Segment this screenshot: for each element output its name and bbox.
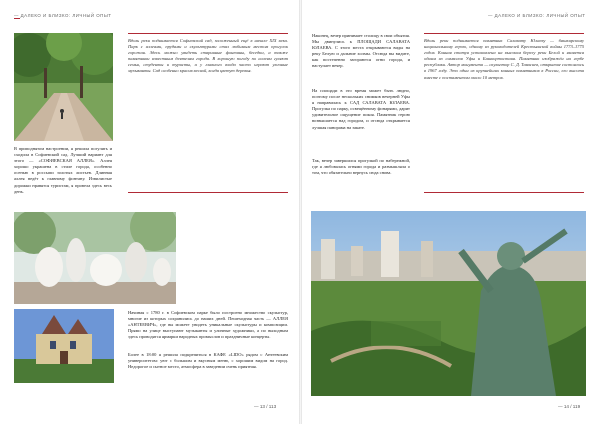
- right-folio: — 14 / 119: [558, 404, 581, 409]
- left-intro-text: В приподнятом настроении, я решила погулять и сходила в Софиевский сад. Лучший вариант для этого — «СОФИЕВСКАЯ АЛЛЕЯ». Аллея хорошо украшена в стиле города, особенно осенью в россыпи золотых листьев. Длинная аллея ведёт к главному фонтану. Извилистые дорожки нравятся туристам, я провела здесь весь день.: [14, 146, 112, 194]
- castle-photo: [14, 309, 114, 383]
- left-folio: — 13 / 113: [254, 404, 277, 409]
- sculptures-photo: [14, 212, 176, 304]
- right-caption-text: Вдоль реки поднимается памятник Салавату Юлаеву — башкирскому национальному герою, одному из руководителей Крестьянской войны 1773–1775 годов. Конная статуя установлена на высоком берегу реки Белой и является одним из символов Уфы и Башкортостана. Памятник изображён на гербе республики. Автор монумента — скульптор С. Д. Тавасиев, открытие состоялось в 1967 году. Это один из крупнейших конных памятников в России, его высота вместе с постаментом около 10 метров.: [424, 38, 584, 80]
- left-bottom-text-1: Начиная с 1780 г. в Софиевском парке было построено множество скульптур, многие из которых сохранились до наших дней. Пешеходная часть — АЛЛЕЯ «АНТЕЕВИЧ», где вы можете увидеть уникальные скульптуры и композиции. Прямо на улице выступают музыканты и уличные художники, а по выходным здесь проводятся ярмарки народных промыслов и праздничные концерты.: [128, 310, 288, 340]
- left-header-rule: [14, 18, 20, 19]
- alley-photo: [14, 33, 113, 141]
- left-caption-box: [128, 33, 288, 193]
- right-col1-text-b: На площади в это время может быть людно, поэтому после нескольких снимков вечерней Уфы я направилась к САД САЛАВАТА ЮЛАЕВА. Прогулка по парку, освещённому фонарями, дарит удивительное ощущение покоя. Памятник герою возвышается над городом, и отсюда открывается лучшая панорама на закате.: [312, 88, 410, 130]
- left-running-header: — ДАЛЕКО И БЛИЗКО: ЛИЧНЫЙ ОПЫТ: [14, 13, 112, 18]
- right-col1-text-c: Так, вечер завершился прогулкой по набережной, где я любовалась огнями города и размышляла о том, что обязательно вернусь сюда снова.: [312, 158, 410, 176]
- left-caption-text: Вдоль реки поднимается Софиевский сад, заложенный ещё в начале XIX века. Парк с аллеями, прудами и скульптурами стал любимым местом прогулок горожан. Здесь можно увидеть старинные фонтаны, беседки, а также памятники известным деятелям города. В хорошую погоду по аллеям гуляют семьи, студенты и туристы, а у главного входа часто играют уличные музыканты. Сад особенно красив весной, когда цветут деревья.: [128, 38, 288, 74]
- right-running-header: — ДАЛЕКО И БЛИЗКО: ЛИЧНЫЙ ОПЫТ: [488, 13, 586, 18]
- right-caption-box: [424, 33, 584, 193]
- right-col1-text-a: Наконец, вечер принимает столицу в свои объятия. Мы двинулись к ПЛОЩАДИ САЛАВАТА ЮЛАЕВА. С этого места открываются виды на реку Белую и дальние холмы. Отсюда вы видите, как постепенно загораются огни города, и наступает вечер.: [312, 33, 410, 69]
- spine-shadow: [299, 0, 302, 424]
- left-bottom-text-2: Более в 18:00 я решила подкрепиться в КАФЕ «LIDO» рядом с Антеевским университетом: уют с большим и вкусным меню, с хорошим видом на город. Недорогое и сытное место, атмосфера в заведении очень приятная.: [128, 352, 288, 370]
- monument-photo: [311, 211, 586, 396]
